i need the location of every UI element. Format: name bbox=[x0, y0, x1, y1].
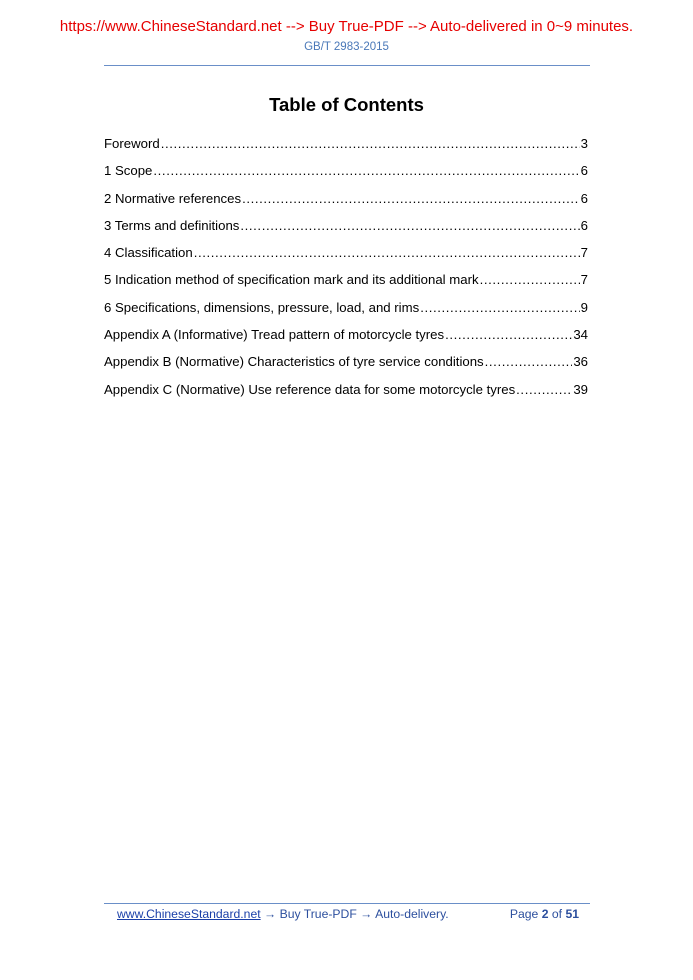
toc-entry-page: 6 bbox=[580, 163, 588, 179]
toc-entry-appendix-b[interactable] bbox=[104, 354, 588, 381]
toc-entry-page: 34 bbox=[573, 327, 588, 343]
toc-leader-dots bbox=[420, 300, 579, 315]
toc-leader-dots bbox=[242, 191, 580, 206]
page-indicator bbox=[510, 907, 579, 921]
toc-entry-foreword[interactable] bbox=[104, 136, 588, 163]
toc-leader-dots bbox=[485, 354, 573, 369]
toc-entry-title: 4 Classification bbox=[104, 245, 193, 261]
toc-entry-page: 9 bbox=[580, 299, 588, 315]
toc-entry-title: 1 Scope bbox=[104, 163, 153, 179]
toc-entry-title: 5 Indication method of specification mark and its additional mark bbox=[104, 272, 479, 288]
toc-entry-classification[interactable] bbox=[104, 245, 588, 272]
toc-leader-dots bbox=[516, 382, 572, 397]
footer-tagline: → Buy True-PDF → Auto-delivery. bbox=[260, 907, 449, 921]
toc-leader-dots bbox=[153, 163, 579, 178]
toc-entry-page: 7 bbox=[580, 272, 588, 288]
toc-leader-dots bbox=[240, 218, 579, 233]
toc-leader-dots bbox=[161, 136, 580, 151]
toc-entry-indication-method[interactable] bbox=[104, 272, 588, 299]
toc-entry-title: 2 Normative references bbox=[104, 190, 242, 206]
toc-entry-title: 6 Specifications, dimensions, pressure, load, and rims bbox=[104, 299, 420, 315]
page-footer bbox=[117, 907, 579, 921]
toc-entry-normative-references[interactable] bbox=[104, 191, 588, 218]
header-divider bbox=[104, 65, 590, 66]
toc-leader-dots bbox=[194, 245, 580, 260]
toc-entry-page: 6 bbox=[580, 217, 588, 233]
footer-divider bbox=[104, 903, 590, 904]
toc-entry-terms[interactable] bbox=[104, 218, 588, 245]
toc-entry-page: 3 bbox=[580, 136, 588, 151]
footer-site-link[interactable]: www.ChineseStandard.net bbox=[117, 907, 261, 921]
page-current: 2 bbox=[541, 907, 549, 921]
page-total: 51 bbox=[565, 907, 579, 921]
toc-entry-appendix-c[interactable] bbox=[104, 382, 588, 409]
toc-entry-appendix-a[interactable] bbox=[104, 327, 588, 354]
toc-entry-title: Appendix A (Informative) Tread pattern of motorcycle tyres bbox=[104, 327, 445, 343]
toc-entry-page: 6 bbox=[580, 190, 588, 206]
toc-entry-scope[interactable] bbox=[104, 163, 588, 190]
toc-leader-dots bbox=[480, 272, 580, 287]
document-id: GB/T 2983-2015 bbox=[304, 41, 389, 53]
toc-entry-specifications[interactable] bbox=[104, 300, 588, 327]
toc-entry-page: 7 bbox=[580, 245, 588, 261]
toc-entry-page: 39 bbox=[573, 381, 588, 397]
table-of-contents bbox=[104, 136, 588, 409]
toc-entry-title: Foreword bbox=[104, 136, 160, 151]
toc-entry-title: Appendix B (Normative) Characteristics of tyre service conditions bbox=[104, 354, 484, 370]
page-of: of bbox=[551, 907, 563, 921]
toc-entry-title: 3 Terms and definitions bbox=[104, 217, 240, 233]
page-label: Page bbox=[509, 907, 539, 921]
toc-entry-title: Appendix C (Normative) Use reference data for some motorcycle tyres bbox=[104, 381, 516, 397]
toc-entry-page: 36 bbox=[573, 354, 588, 370]
toc-leader-dots bbox=[445, 327, 572, 342]
top-banner-link[interactable]: https://www.ChineseStandard.net --> Buy True-PDF --> Auto-delivered in 0~9 minutes. bbox=[59, 18, 634, 35]
toc-title: Table of Contents bbox=[269, 94, 424, 115]
